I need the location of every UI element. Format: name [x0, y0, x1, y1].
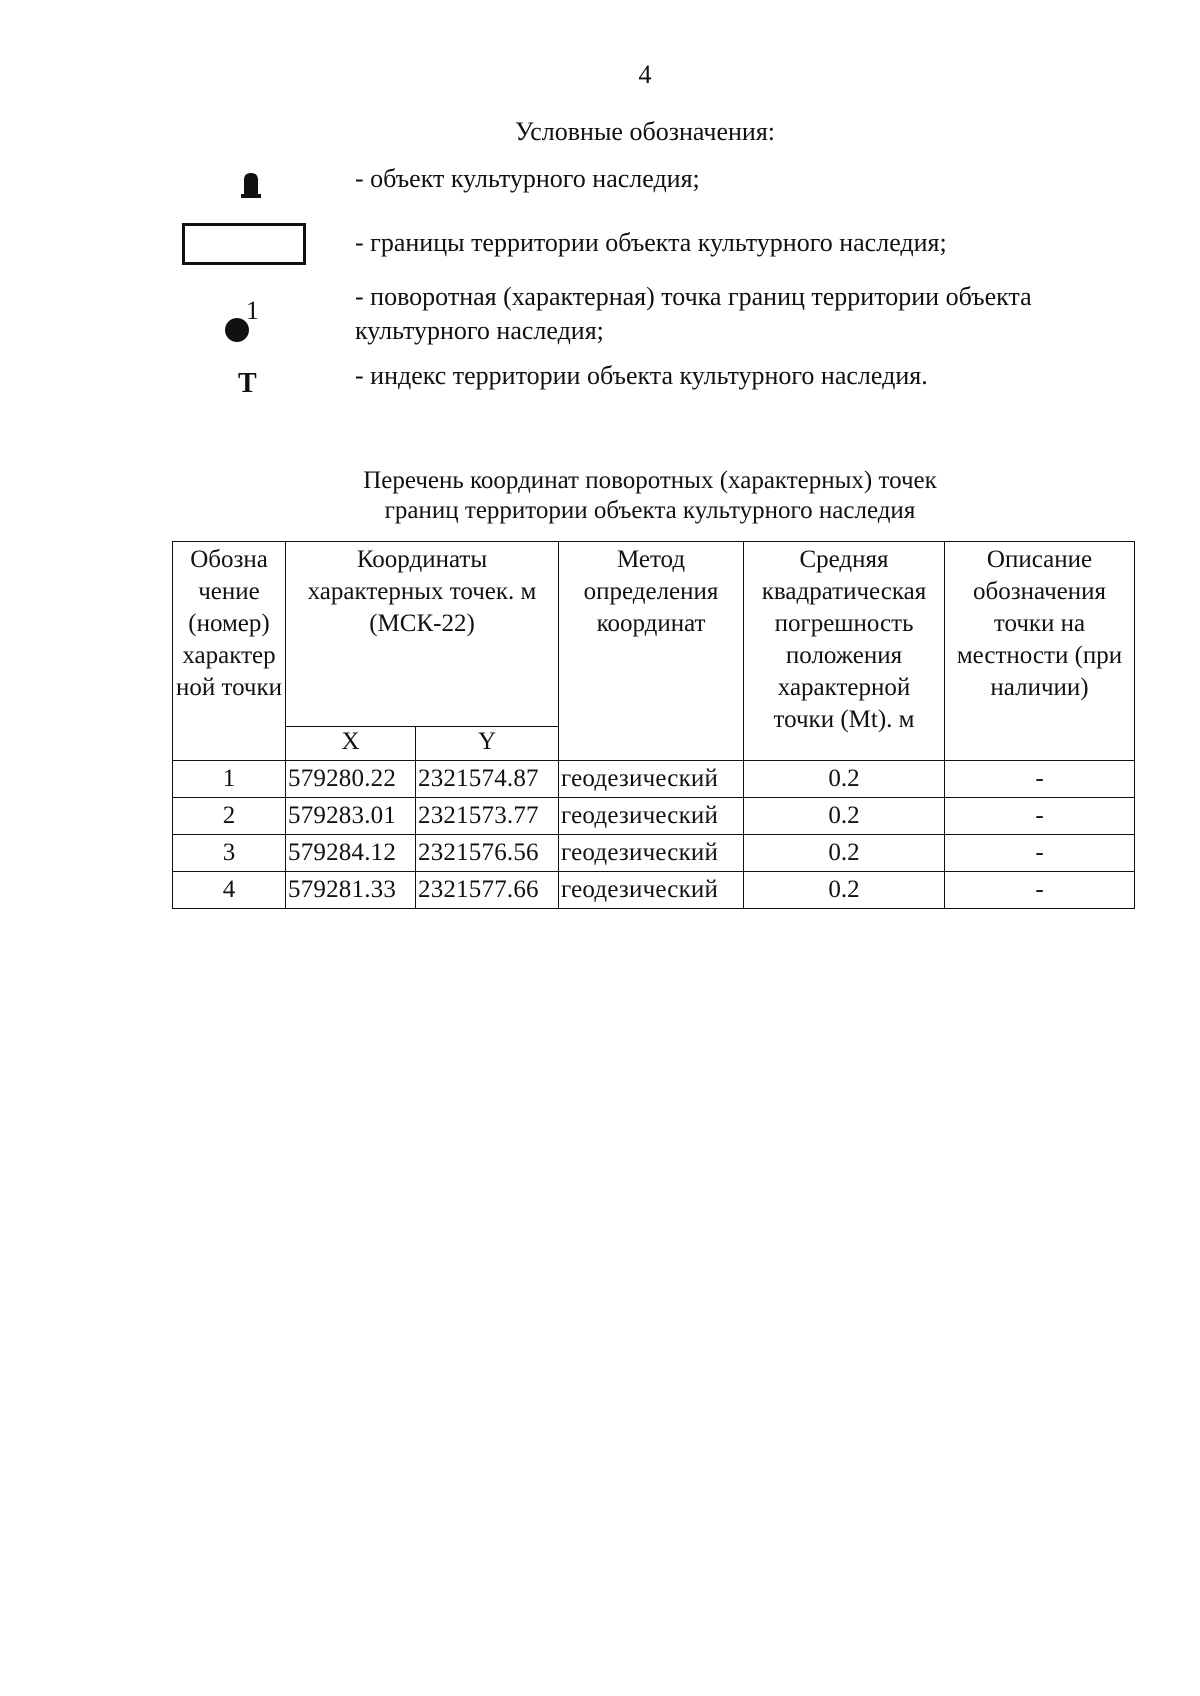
- header-row: [173, 542, 1135, 727]
- page-number: 4: [638, 60, 652, 89]
- cell-method: геодезический: [559, 798, 744, 835]
- header-error: Средняя квадратическая погрешность положения характерной точки (Mt). м: [744, 542, 945, 761]
- header-y: Y: [416, 727, 559, 761]
- cell-point: 1: [173, 761, 286, 798]
- cell-y: 2321576.56: [416, 835, 559, 872]
- header-point: Обозна чение (номер) характер ной точки: [173, 542, 286, 761]
- cell-error: 0.2: [744, 872, 945, 909]
- cell-point: 3: [173, 835, 286, 872]
- territory-index-symbol: Т: [238, 368, 257, 399]
- cell-method: геодезический: [559, 872, 744, 909]
- legend-item-turning-point: - поворотная (характерная) точка границ территории объекта культурного наследия;: [355, 282, 1032, 345]
- coordinates-table: [172, 541, 1135, 909]
- cell-description: -: [945, 798, 1135, 835]
- cell-x: 579283.01: [286, 798, 416, 835]
- cell-description: -: [945, 761, 1135, 798]
- table-title-line1: Перечень координат поворотных (характерных) точек: [363, 467, 937, 494]
- legend-item-boundary: - границы территории объекта культурного наследия;: [355, 228, 947, 257]
- cell-y: 2321574.87: [416, 761, 559, 798]
- cell-method: геодезический: [559, 761, 744, 798]
- cell-y: 2321577.66: [416, 872, 559, 909]
- cell-error: 0.2: [744, 761, 945, 798]
- header-description: Описание обозначения точки на местности (при наличии): [945, 542, 1135, 761]
- table-row: [173, 835, 1135, 872]
- header-method: Метод определения координат: [559, 542, 744, 761]
- cell-x: 579281.33: [286, 872, 416, 909]
- monument-icon: [241, 172, 261, 198]
- legend-item-monument: - объект культурного наследия;: [355, 164, 700, 193]
- legend-title: Условные обозначения:: [514, 117, 776, 146]
- table-title: [0, 466, 1200, 526]
- header-coordinates: Координаты характерных точек. м (МСК-22): [286, 542, 559, 727]
- cell-description: -: [945, 872, 1135, 909]
- table-row: [173, 872, 1135, 909]
- cell-error: 0.2: [744, 798, 945, 835]
- header-x: X: [286, 727, 416, 761]
- point-number-label: 1: [246, 296, 259, 325]
- turning-point-icon: [223, 296, 263, 350]
- boundary-rectangle-icon: [182, 223, 306, 265]
- table-title-line2: границ территории объекта культурного наследия: [384, 497, 916, 524]
- cell-x: 579284.12: [286, 835, 416, 872]
- legend-item-territory-index: - индекс территории объекта культурного наследия.: [355, 361, 928, 390]
- cell-method: геодезический: [559, 835, 744, 872]
- cell-point: 4: [173, 872, 286, 909]
- cell-description: -: [945, 835, 1135, 872]
- cell-x: 579280.22: [286, 761, 416, 798]
- table-row: [173, 761, 1135, 798]
- cell-error: 0.2: [744, 835, 945, 872]
- cell-point: 2: [173, 798, 286, 835]
- cell-y: 2321573.77: [416, 798, 559, 835]
- table-row: [173, 798, 1135, 835]
